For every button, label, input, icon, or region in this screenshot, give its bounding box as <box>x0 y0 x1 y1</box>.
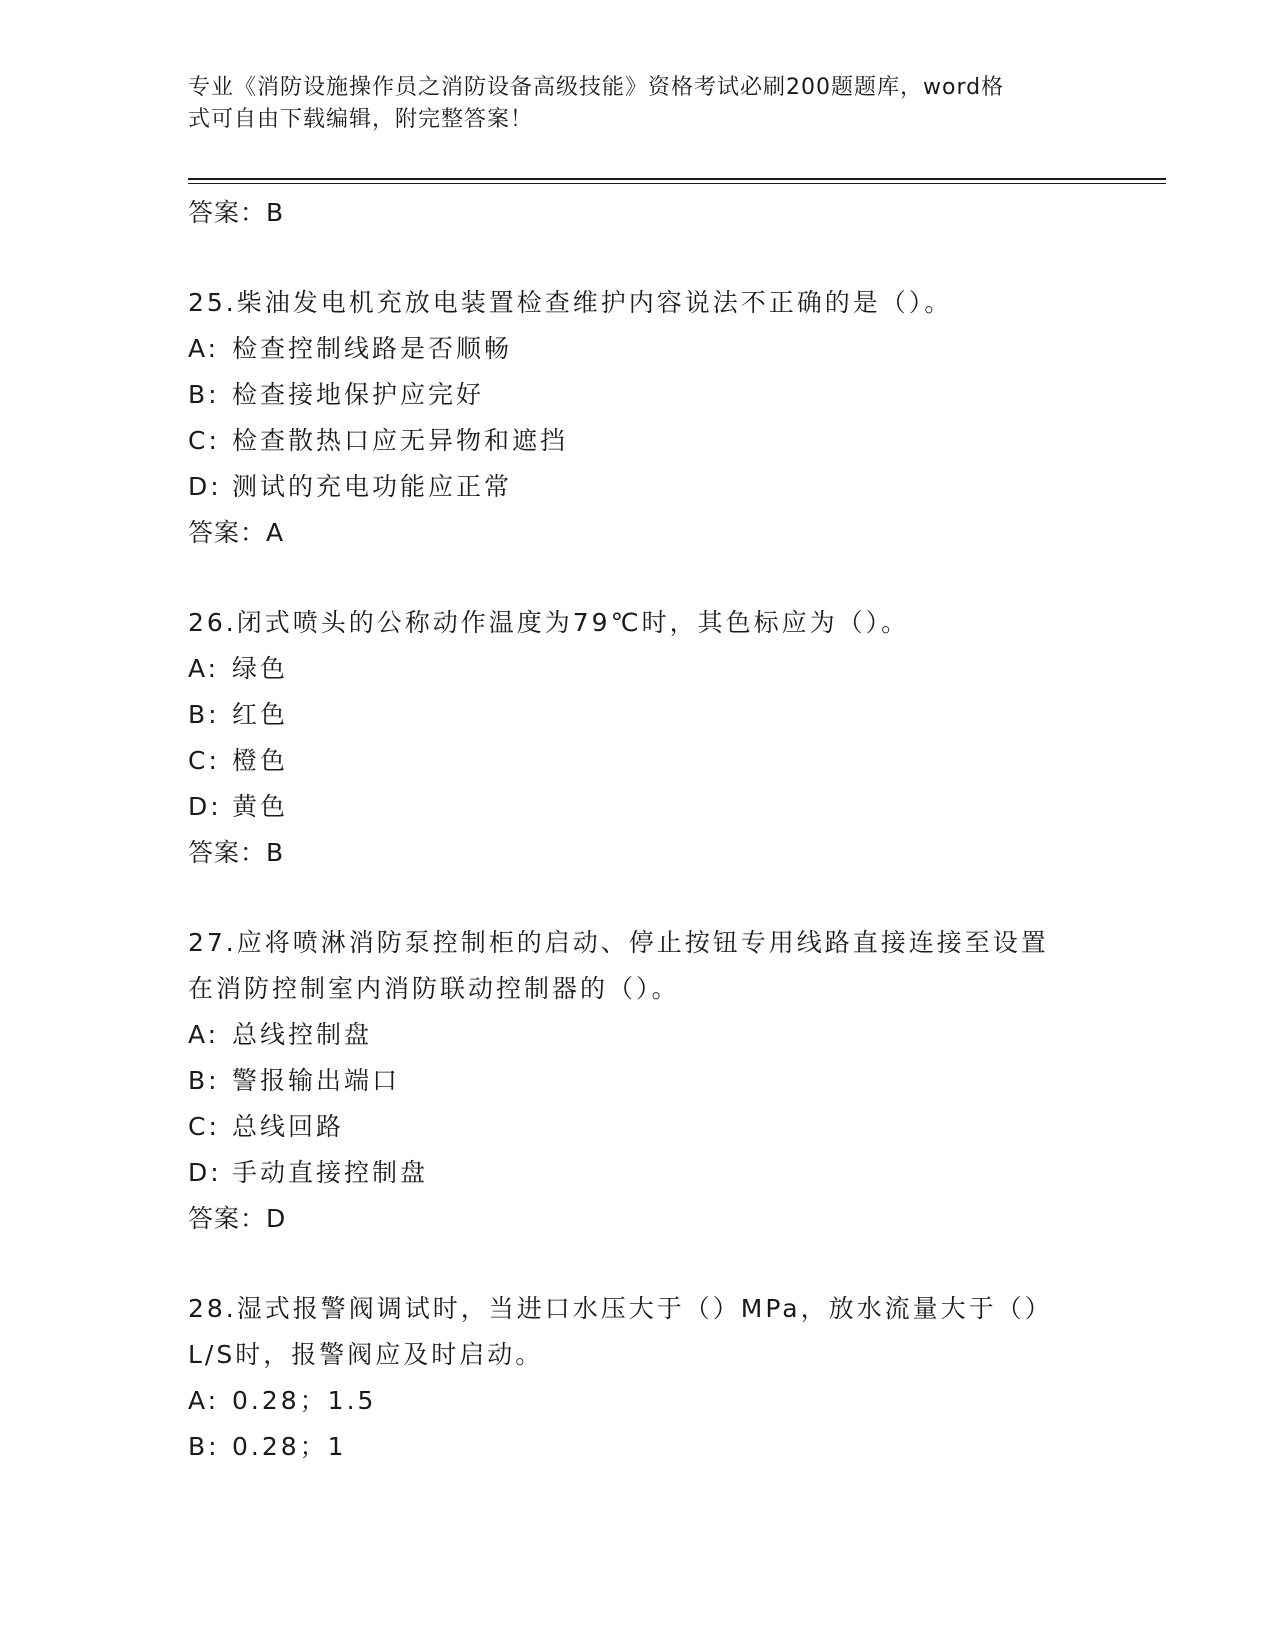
option-key: C: <box>188 426 220 455</box>
option-text: 手动直接控制盘 <box>232 1158 429 1187</box>
option-text: 检查接地保护应完好 <box>232 380 485 409</box>
option-b <box>188 692 1088 738</box>
option-key: A: <box>188 1020 220 1049</box>
question-line: 27.应将喷淋消防泵控制柜的启动、停止按钮专用线路直接连接至设置 <box>188 928 1049 957</box>
option-a <box>188 1012 1088 1058</box>
question-line: 25.柴油发电机充放电装置检查维护内容说法不正确的是（）。 <box>188 288 953 317</box>
spacer <box>188 556 1088 600</box>
question-line: L/S时，报警阀应及时启动。 <box>188 1340 544 1369</box>
option-c <box>188 1104 1088 1150</box>
option-key: A: <box>188 334 220 363</box>
option-text: 黄色 <box>232 792 289 821</box>
question-text <box>188 1286 1088 1378</box>
option-text: 0.28；1.5 <box>232 1386 377 1415</box>
option-b <box>188 1424 1088 1470</box>
question-block <box>188 920 1088 1286</box>
answer-label: 答案：A <box>188 518 285 547</box>
option-a <box>188 1378 1088 1424</box>
question-text <box>188 600 1088 646</box>
question-line: 26.闭式喷头的公称动作温度为79℃时，其色标应为（）。 <box>188 608 910 637</box>
option-text: 检查散热口应无异物和遮挡 <box>232 426 569 455</box>
option-key: D: <box>188 792 222 821</box>
option-text: 红色 <box>232 700 289 729</box>
option-key: D: <box>188 1158 222 1187</box>
option-d <box>188 464 1088 510</box>
option-text: 检查控制线路是否顺畅 <box>232 334 513 363</box>
option-a <box>188 326 1088 372</box>
answer-label: 答案：B <box>188 838 285 867</box>
option-text: 0.28；1 <box>232 1432 347 1461</box>
question-block <box>188 280 1088 600</box>
answer-label: 答案：D <box>188 1204 287 1233</box>
option-text: 警报输出端口 <box>232 1066 401 1095</box>
option-key: B: <box>188 1066 220 1095</box>
question-block <box>188 600 1088 920</box>
document-title <box>188 72 1088 136</box>
option-b <box>188 1058 1088 1104</box>
question-text <box>188 280 1088 326</box>
title-line-1: 专业《消防设施操作员之消防设备高级技能》资格考试必刷200题题库，word格 <box>188 75 1005 100</box>
option-text: 总线回路 <box>232 1112 345 1141</box>
spacer <box>188 1242 1088 1286</box>
option-key: D: <box>188 472 222 501</box>
option-text: 测试的充电功能应正常 <box>232 472 513 501</box>
question-block <box>188 1286 1088 1470</box>
option-a <box>188 646 1088 692</box>
option-c <box>188 418 1088 464</box>
option-d <box>188 784 1088 830</box>
option-key: B: <box>188 1432 220 1461</box>
option-key: A: <box>188 1386 220 1415</box>
question-text <box>188 920 1088 1012</box>
option-d <box>188 1150 1088 1196</box>
option-text: 绿色 <box>232 654 289 683</box>
option-key: C: <box>188 1112 220 1141</box>
option-text: 总线控制盘 <box>232 1020 373 1049</box>
spacer <box>188 236 1088 280</box>
option-key: C: <box>188 746 220 775</box>
option-key: B: <box>188 700 220 729</box>
question-list <box>188 190 1088 1470</box>
option-key: B: <box>188 380 220 409</box>
option-key: A: <box>188 654 220 683</box>
option-c <box>188 738 1088 784</box>
spacer <box>188 876 1088 920</box>
title-line-2: 式可自由下载编辑，附完整答案！ <box>188 107 534 132</box>
question-line: 在消防控制室内消防联动控制器的（）。 <box>188 974 680 1003</box>
answer-label: 答案：B <box>188 198 285 227</box>
option-b <box>188 372 1088 418</box>
option-text: 橙色 <box>232 746 289 775</box>
header-divider <box>188 178 1166 184</box>
question-line: 28.湿式报警阀调试时，当进口水压大于（）MPa，放水流量大于（） <box>188 1294 1053 1323</box>
